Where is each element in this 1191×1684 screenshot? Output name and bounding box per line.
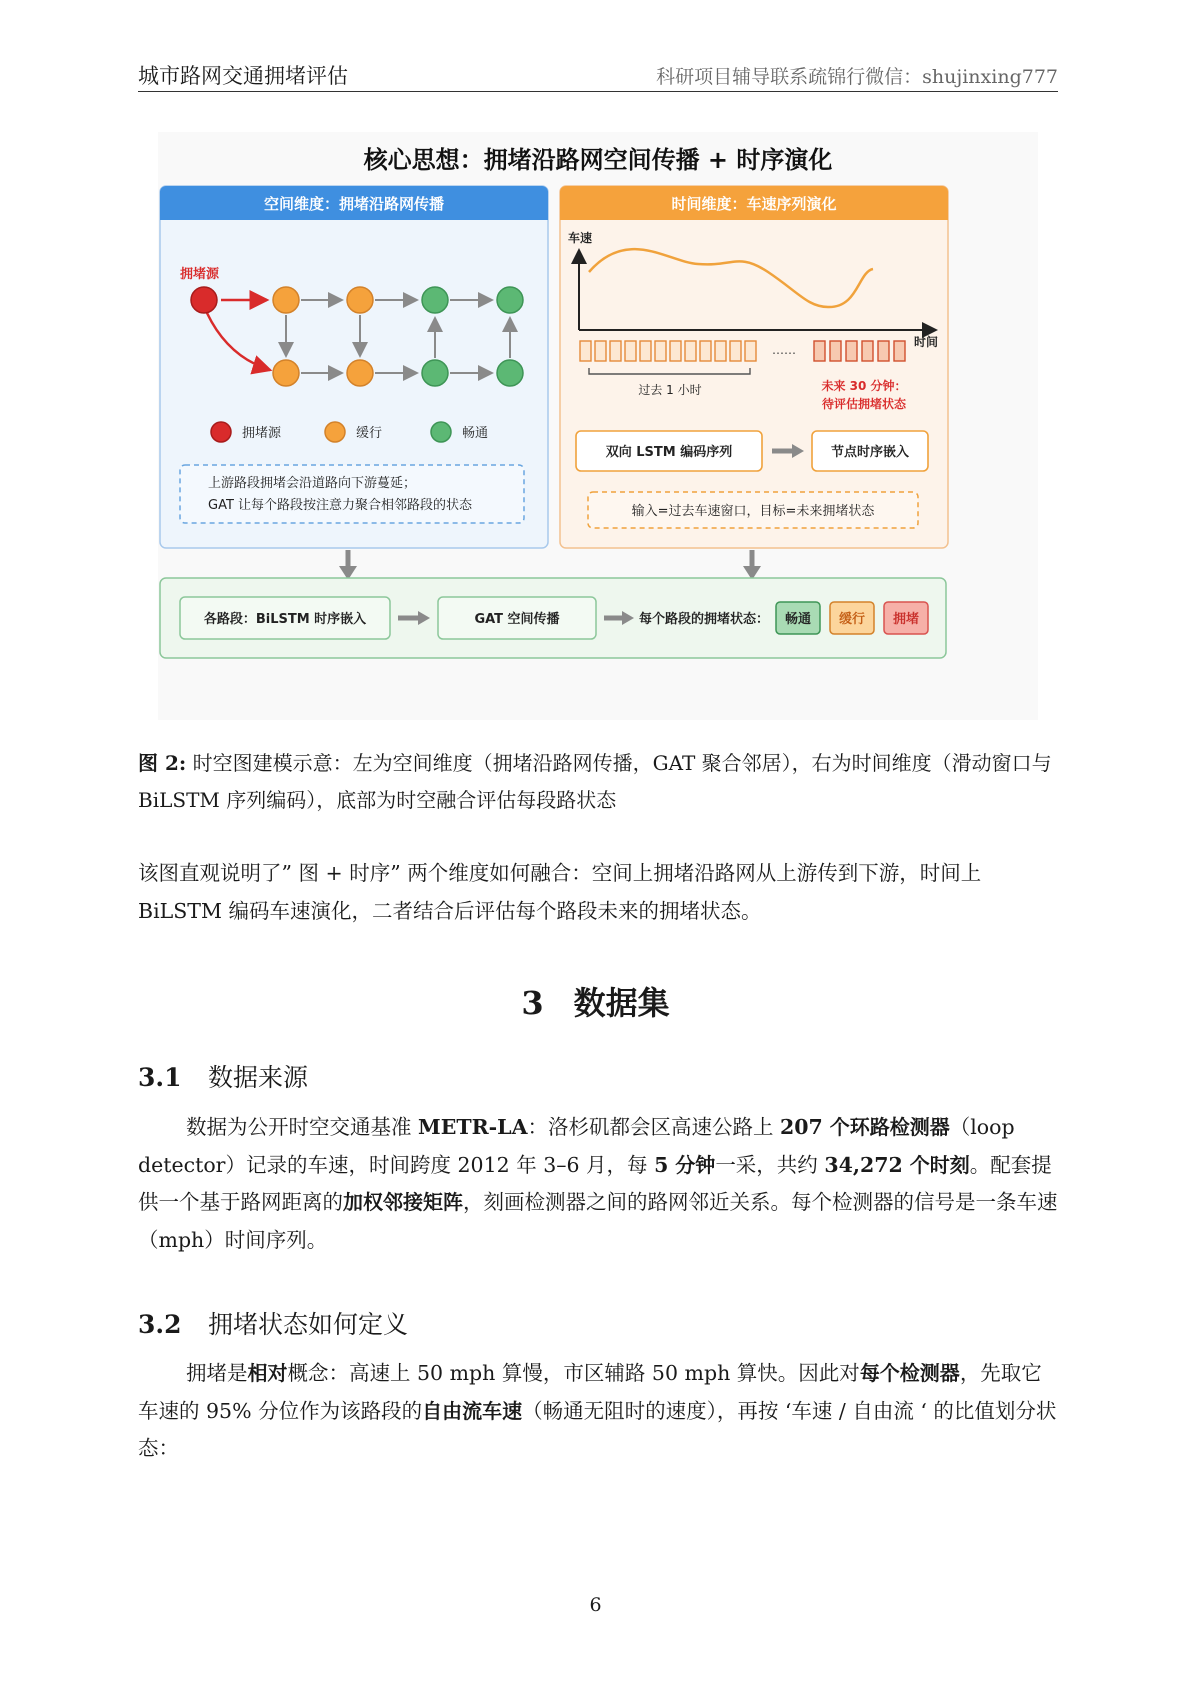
data-source-paragraph: 数据为公开时空交通基准 METR-LA：洛杉矶都会区高速公路上 207 个环路检测器（loop detector）记录的车速，时间跨度 2012 年 3–6 月，每 5 分钟一采，共约 34,272 个时刻。配套提供一个基于路网距离的加权邻接矩阵，刻画检测器之间的路网邻近关系。每个检测器的信号是一条车速（mph）时间序列。 xyxy=(138,1115,1058,1252)
bilstm-embed-label: 各路段：BiLSTM 时序嵌入 xyxy=(203,612,367,627)
legend-slow: 缓行 xyxy=(356,426,383,441)
subsection-heading-congestion-definition xyxy=(138,1305,408,1341)
page-header xyxy=(138,58,1058,92)
free-node xyxy=(497,360,523,386)
future-window-label-1: 未来 30 分钟： xyxy=(821,379,907,393)
figure-2 xyxy=(158,132,1038,720)
past-window-label: 过去 1 小时 xyxy=(638,383,702,397)
subsection-heading-data-source xyxy=(138,1058,308,1094)
bilstm-encoder-label: 双向 LSTM 编码序列 xyxy=(605,445,733,460)
free-node xyxy=(497,287,523,313)
temporal-panel xyxy=(560,186,948,548)
temporal-embed-label: 节点时序嵌入 xyxy=(830,445,910,460)
slow-node xyxy=(273,360,299,386)
subsection-number: 3.2 xyxy=(138,1310,182,1339)
state-congested-label: 拥堵 xyxy=(892,612,920,627)
window-ellipsis: …… xyxy=(772,343,796,357)
caption-text: 时空图建模示意：左为空间维度（拥堵沿路网传播，GAT 聚合邻居），右为时间维度（滑动窗口与 BiLSTM 序列编码），底部为时空融合评估每段路状态 xyxy=(138,751,1052,812)
page-number: 6 xyxy=(589,1594,602,1616)
section-title: 数据集 xyxy=(573,984,670,1022)
free-node xyxy=(422,287,448,313)
legend-congested: 拥堵源 xyxy=(242,426,282,441)
figure-title: 核心思想：拥堵沿路网空间传播 + 时序演化 xyxy=(363,146,833,174)
x-axis-label: 时间 xyxy=(914,335,939,349)
spatial-note-line2: GAT 让每个路段按注意力聚合相邻路段的状态 xyxy=(208,498,473,513)
intro-paragraph: 该图直观说明了” 图 + 时序” 两个维度如何融合：空间上拥堵沿路网从上游传到下游，时间上 BiLSTM 编码车速演化，二者结合后评估每个路段未来的拥堵状态。 xyxy=(138,861,982,923)
section-heading xyxy=(0,978,1191,1024)
temporal-note: 输入=过去车速窗口，目标=未来拥堵状态 xyxy=(631,504,875,519)
spatial-panel xyxy=(160,186,548,548)
spatial-note-line1: 上游路段拥堵会沿道路向下游蔓延； xyxy=(208,476,417,491)
header-title: 城市路网交通拥堵评估 xyxy=(138,64,348,88)
temporal-header: 时间维度：车速序列演化 xyxy=(671,195,837,213)
state-output-label: 每个路段的拥堵状态： xyxy=(639,612,770,627)
congestion-definition-paragraph: 拥堵是相对概念：高速上 50 mph 算慢，市区辅路 50 mph 算快。因此对每个检测器，先取它车速的 95% 分位作为该路段的自由流车速（畅通无阻时的速度），再按 ‘车速 / 自由流 ‘ 的比值划分状态： xyxy=(138,1361,1057,1460)
state-slow-label: 缓行 xyxy=(838,612,866,627)
fusion-panel xyxy=(160,578,946,658)
header-contact: 科研项目辅导联系疏锦行微信：shujinxing777 xyxy=(656,66,1058,88)
free-node xyxy=(422,360,448,386)
spatial-note-box xyxy=(180,465,524,523)
state-free-label: 畅通 xyxy=(784,612,812,627)
subsection-title: 拥堵状态如何定义 xyxy=(208,1310,409,1339)
congestion-source-node xyxy=(191,287,217,313)
gat-step-label: GAT 空间传播 xyxy=(474,612,560,627)
source-label: 拥堵源 xyxy=(180,267,220,282)
legend-free: 畅通 xyxy=(462,426,489,441)
subsection-number: 3.1 xyxy=(138,1063,182,1092)
future-window-label-2: 待评估拥堵状态 xyxy=(821,397,907,411)
figure-caption xyxy=(138,745,1058,819)
slow-node xyxy=(347,287,373,313)
slow-node xyxy=(273,287,299,313)
section-number: 3 xyxy=(521,984,544,1022)
spatial-header: 空间维度：拥堵沿路网传播 xyxy=(263,195,445,213)
y-axis-label: 车速 xyxy=(568,231,593,245)
slow-node xyxy=(347,360,373,386)
subsection-title: 数据来源 xyxy=(208,1063,309,1092)
caption-label: 图 2: xyxy=(138,751,187,775)
